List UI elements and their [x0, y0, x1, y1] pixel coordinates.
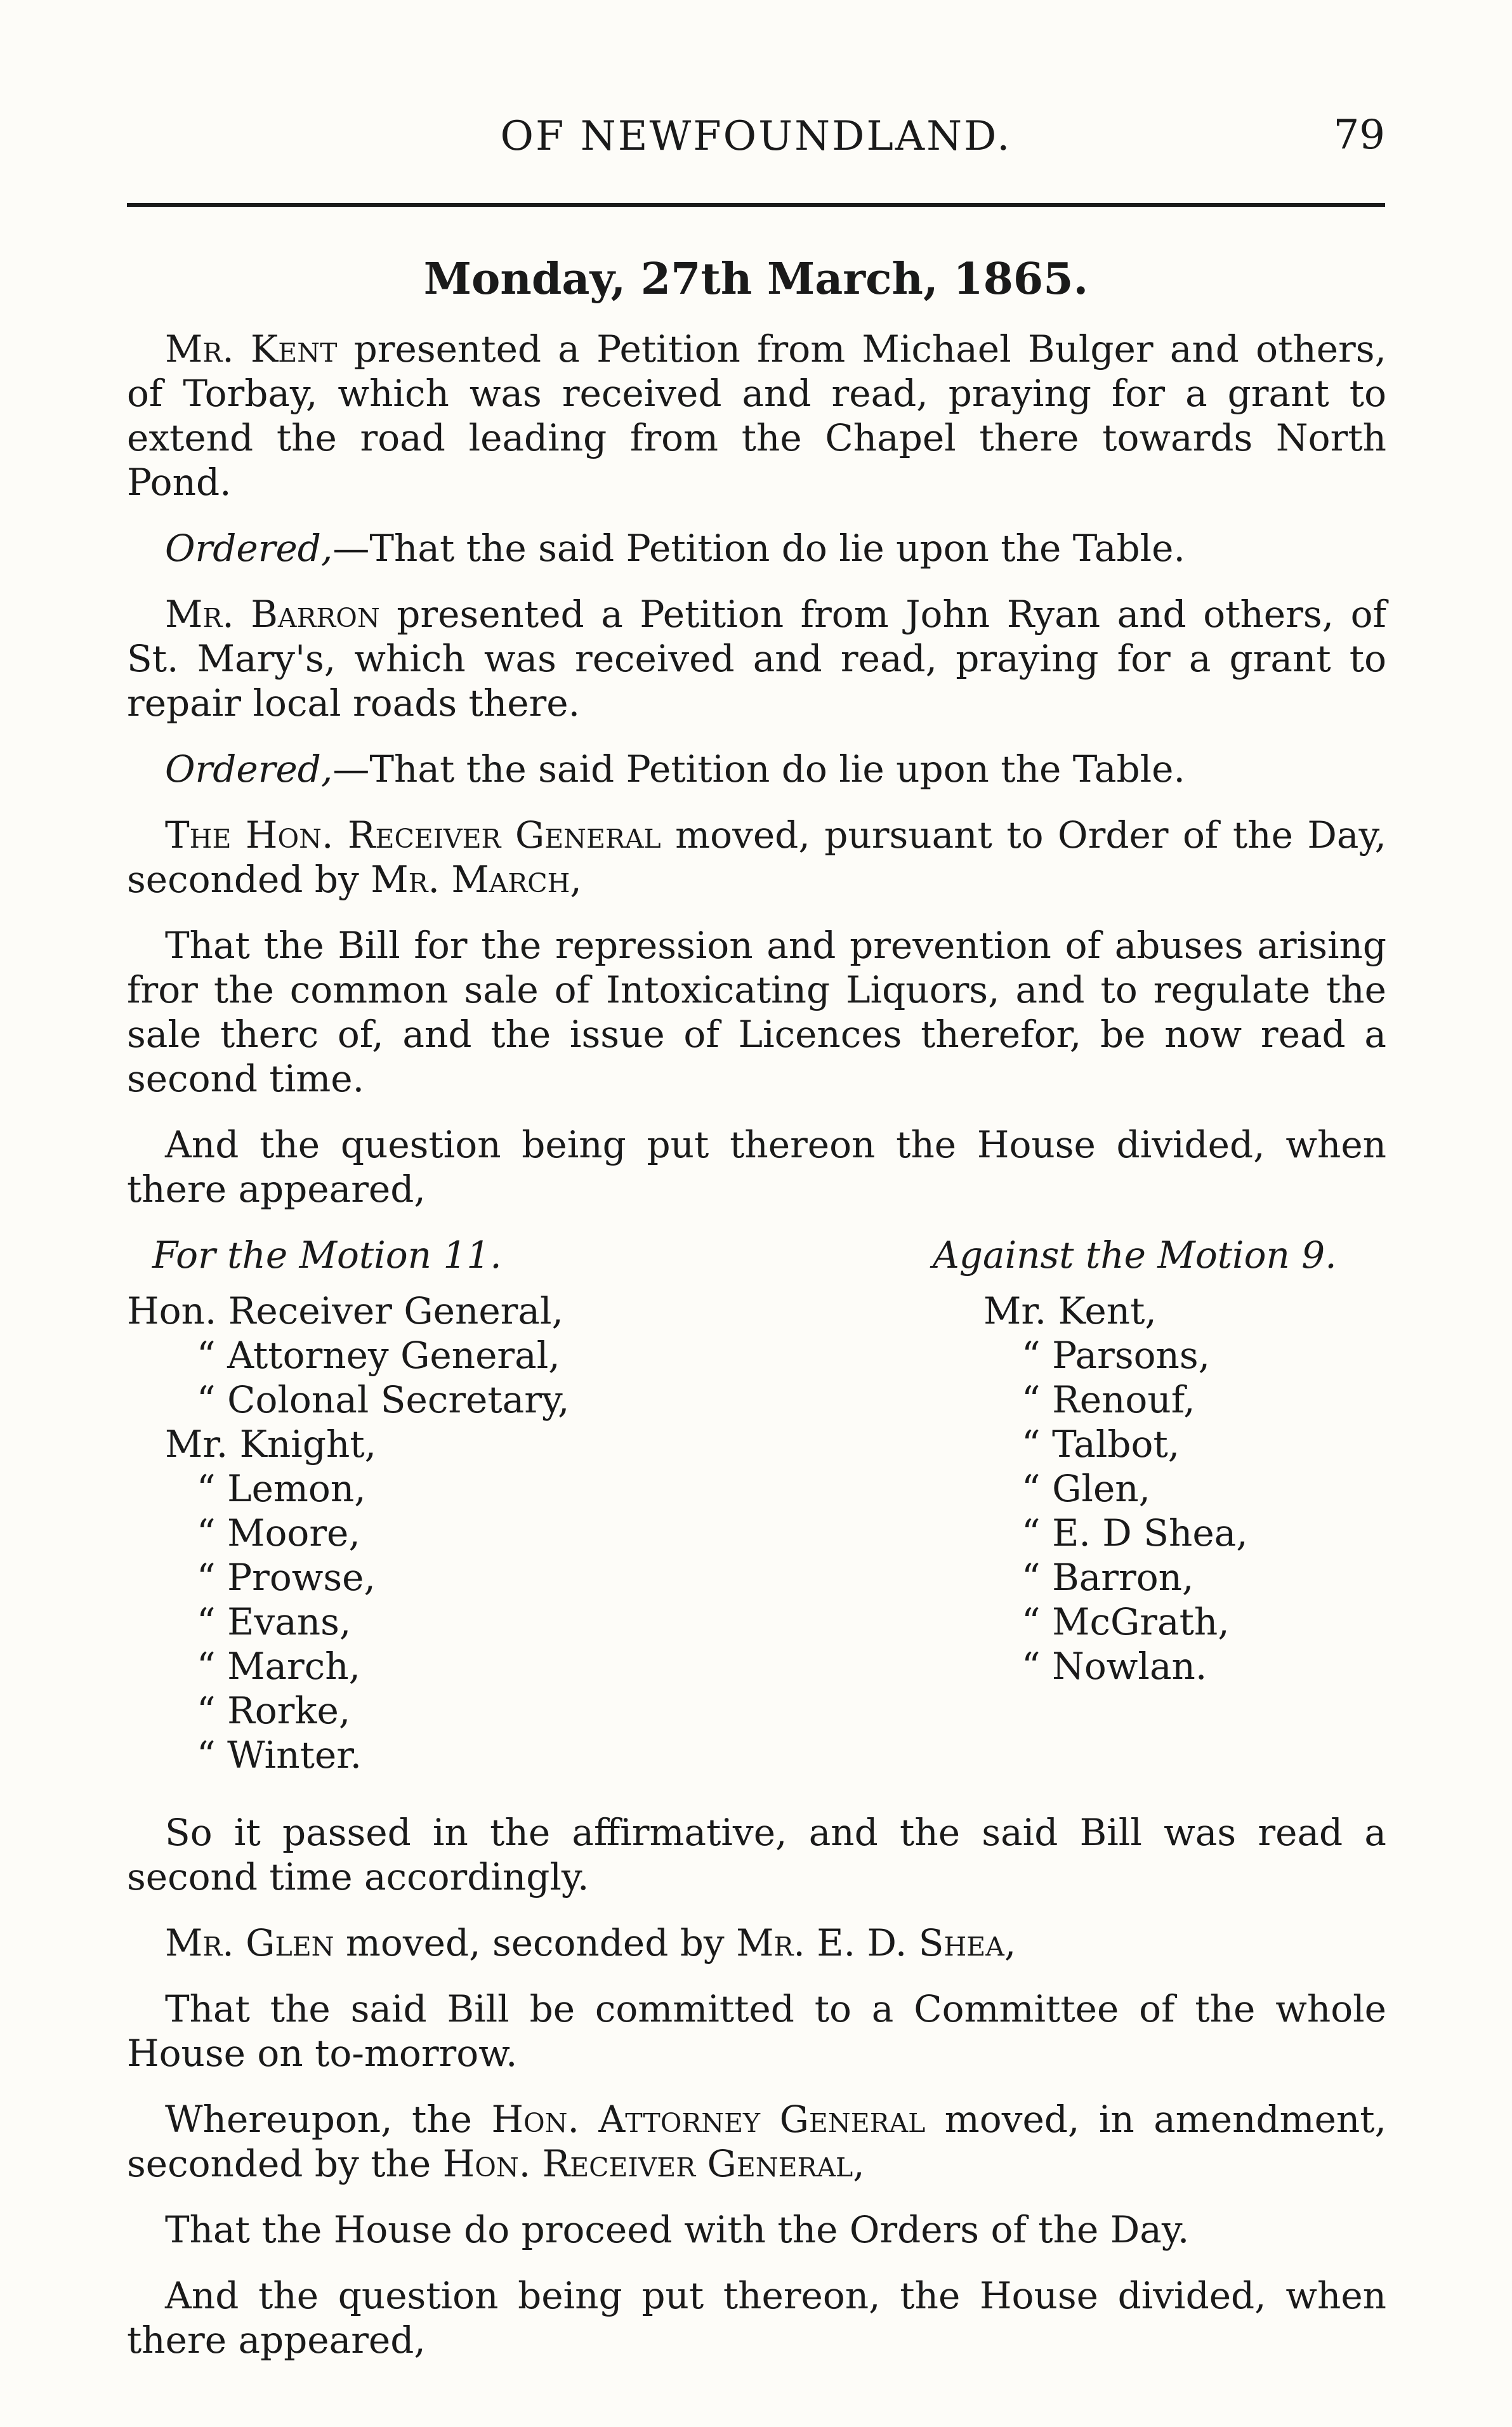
- ordered-label: Ordered,: [165, 527, 333, 570]
- member-name: Hon. Receiver General,: [127, 1289, 563, 1332]
- paragraph-text: —That the said Petition do lie upon the Table.: [332, 527, 1185, 570]
- paragraph-bill: [127, 923, 1386, 1101]
- page-number: 79: [1333, 112, 1385, 159]
- journal-body: [127, 327, 1386, 2384]
- paragraph-text: moved, in amendment, seconded by the: [127, 2098, 1387, 2185]
- paragraph-text: —That the said Petition do lie upon the Table.: [332, 747, 1185, 791]
- paragraph-ordered: [127, 526, 1386, 570]
- against-heading: Against the Motion 9.: [933, 1233, 1337, 1277]
- member-name: “ Glen,: [1022, 1467, 1151, 1510]
- paragraph-text: So it passed in the affirmative, and the said Bill was read a second time accordingly.: [127, 1811, 1386, 1898]
- paragraph-text: moved, seconded by: [334, 1921, 737, 1964]
- member-name: “ Renouf,: [1022, 1378, 1195, 1421]
- division-list: [127, 1233, 1386, 1791]
- member-name: “ Parsons,: [1022, 1334, 1211, 1377]
- speaker-name: Hon. Attorney General: [491, 2098, 926, 2141]
- for-heading: For the Motion 11.: [152, 1233, 502, 1277]
- speaker-name: The Hon. Receiver General: [165, 813, 661, 857]
- member-name: “ E. D Shea,: [1022, 1511, 1248, 1555]
- member-name: “ Barron,: [1022, 1556, 1194, 1599]
- seconder-name: Hon. Receiver General,: [442, 2142, 865, 2185]
- paragraph-amendment: [127, 2097, 1386, 2186]
- paragraph-orders: [127, 2207, 1386, 2252]
- member-name: “ Nowlan.: [1022, 1645, 1207, 1688]
- paragraph-barron-petition: [127, 592, 1386, 725]
- seconder-name: Mr. March,: [371, 858, 582, 901]
- seconder-name: Mr. E. D. Shea,: [736, 1921, 1016, 1964]
- ordered-label: Ordered,: [165, 747, 333, 791]
- paragraph-text: presented a Petition from Michael Bulger and others, of Torbay, which was received and read, praying for a grant to extend the road leading from the Chapel there towards North Pond.: [127, 327, 1386, 504]
- member-name: “ March,: [197, 1645, 361, 1688]
- paragraph-text: That the House do proceed with the Orders of the Day.: [165, 2208, 1190, 2251]
- paragraph-text: And the question being put thereon, the House divided, when there appeared,: [127, 2274, 1386, 2362]
- date-heading: Monday, 27th March, 1865.: [423, 254, 1089, 305]
- paragraph-text: That the Bill for the repression and prevention of abuses arising fror the common sale of Intoxicating Liquors, and to regulate the sale therc of, and the issue of Licences therefor, be now read a second time.: [127, 924, 1386, 1100]
- header-rule: [127, 203, 1385, 207]
- paragraph-text: That the said Bill be committed to a Committee of the whole House on to-morrow.: [127, 1987, 1386, 2075]
- paragraph-question-2: [127, 2273, 1386, 2362]
- member-name: “ Talbot,: [1022, 1423, 1180, 1466]
- paragraph-question: [127, 1122, 1386, 1211]
- paragraph-text: presented a Petition from John Ryan and others, of St. Mary's, which was received and read, praying for a grant to repair local roads there.: [127, 593, 1386, 725]
- running-head: OF NEWFOUNDLAND.: [500, 113, 1012, 160]
- paragraph-text: Whereupon, the: [165, 2098, 492, 2141]
- member-name: “ Lemon,: [197, 1467, 366, 1510]
- against-the-motion-column: [914, 1233, 1386, 1688]
- member-name: “ Winter.: [197, 1733, 362, 1777]
- member-name: “ Colonal Secretary,: [197, 1378, 570, 1421]
- paragraph-ordered: [127, 747, 1386, 791]
- paragraph-text: moved, pursuant to Order of the Day, seconded by: [127, 813, 1386, 901]
- member-name: “ Evans,: [197, 1600, 352, 1643]
- for-the-motion-column: [127, 1233, 698, 1777]
- speaker-name: Mr. Barron: [165, 593, 380, 636]
- paragraph-kent-petition: [127, 327, 1386, 504]
- member-name: “ Rorke,: [197, 1689, 351, 1732]
- paragraph-text: And the question being put thereon the House divided, when there appeared,: [127, 1123, 1386, 1211]
- paragraph-committee: [127, 1987, 1386, 2075]
- paragraph-result: [127, 1810, 1386, 1899]
- member-name: “ Prowse,: [197, 1556, 376, 1599]
- member-name: Mr. Knight,: [165, 1423, 377, 1466]
- speaker-name: Mr. Glen: [165, 1921, 334, 1964]
- member-name: “ McGrath,: [1022, 1600, 1230, 1643]
- paragraph-motion: [127, 813, 1386, 902]
- member-name: “ Attorney General,: [197, 1334, 560, 1377]
- member-name: Mr. Kent,: [983, 1289, 1157, 1332]
- member-name: “ Moore,: [197, 1511, 360, 1555]
- paragraph-glen-motion: [127, 1921, 1386, 1965]
- speaker-name: Mr. Kent: [165, 327, 338, 371]
